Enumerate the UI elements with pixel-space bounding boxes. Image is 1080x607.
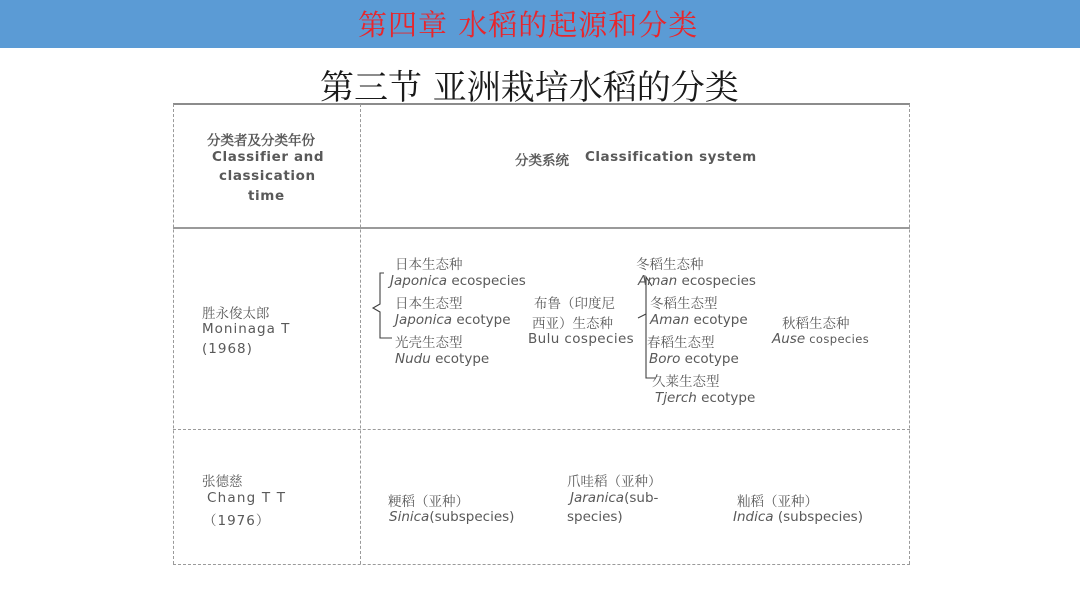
boro-ecotype-cn: 春稻生态型	[647, 335, 715, 351]
header-divider	[173, 227, 910, 229]
javanica-en-2: species)	[567, 509, 623, 525]
nudu-ecotype-en: Nudu ecotype	[395, 351, 490, 367]
japonica-ecotype-en: Japonica ecotype	[395, 312, 511, 328]
chapter-banner	[0, 0, 1080, 48]
indica-en: Indica (subspecies)	[733, 509, 863, 525]
sinica-en: Sinica(subspecies)	[389, 509, 515, 525]
sinica-cn: 粳稻（亚种）	[388, 494, 469, 510]
indica-cn: 籼稻（亚种）	[737, 494, 818, 510]
column-divider	[360, 104, 361, 564]
nudu-ecotype-cn: 光壳生态型	[395, 335, 463, 351]
japonica-ecotype-cn: 日本生态型	[395, 296, 463, 312]
javanica-cn: 爪哇稻（亚种）	[567, 474, 662, 490]
ause-ecospecies-cn: 秋稻生态种	[782, 316, 850, 332]
row-divider	[173, 429, 910, 430]
header-classifier-en-1: Classifier and	[212, 149, 325, 165]
section-title: 第三节 亚洲栽培水稻的分类	[320, 68, 739, 108]
row1-classifier-cn: 胜永俊太郎	[202, 306, 270, 322]
tjerch-ecotype-cn: 久莱生态型	[652, 374, 720, 390]
aman-ecospecies-en: Aman ecospecies	[638, 273, 756, 289]
header-system-cn: 分类系统	[515, 153, 569, 169]
table-right-border	[909, 104, 910, 564]
row2-year: （1976）	[203, 513, 271, 529]
header-classifier-en-2: classication	[219, 168, 316, 184]
row2-classifier-cn: 张德慈	[202, 474, 243, 490]
japonica-ecospecies-en: Japonica ecospecies	[390, 273, 526, 289]
javanica-en-1: Jaranica(sub-	[570, 490, 659, 506]
table-left-border	[173, 104, 174, 564]
row1-classifier-en: Moninaga T	[202, 321, 291, 337]
header-classifier-en-3: time	[248, 188, 285, 204]
header-system-en: Classification system	[585, 149, 757, 165]
aman-ecospecies-cn: 冬稻生态种	[636, 257, 704, 273]
aman-ecotype-cn: 冬稻生态型	[650, 296, 718, 312]
row2-classifier-en: Chang T T	[207, 490, 287, 506]
chapter-title: 第四章 水稻的起源和分类	[358, 8, 699, 42]
tjerch-ecotype-en: Tjerch ecotype	[655, 390, 756, 406]
table-top-border	[173, 103, 910, 105]
header-classifier-cn: 分类者及分类年份	[207, 133, 315, 149]
bulu-cn-1: 布鲁（印度尼	[534, 296, 615, 312]
ause-cospecies-en: Ause cospecies	[772, 331, 870, 347]
boro-ecotype-en: Boro ecotype	[649, 351, 739, 367]
bulu-cn-2: 西亚）生态种	[532, 316, 613, 332]
aman-ecotype-en: Aman ecotype	[650, 312, 748, 328]
bulu-cospecies-en: Bulu cospecies	[528, 331, 635, 347]
row1-year: (1968)	[202, 341, 253, 357]
table-bottom-border	[173, 564, 910, 565]
japonica-ecospecies-cn: 日本生态种	[395, 257, 463, 273]
